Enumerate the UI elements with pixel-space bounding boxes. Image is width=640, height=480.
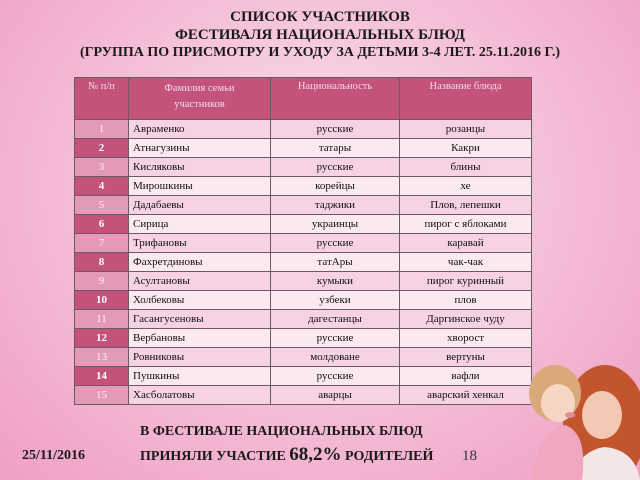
slide-date: 25/11/2016	[22, 448, 86, 463]
cell-num: 11	[75, 310, 129, 329]
cell-dish: вафли	[400, 367, 532, 386]
cell-dish: каравай	[400, 234, 532, 253]
cell-family: Дадабаевы	[129, 196, 271, 215]
cell-num: 5	[75, 196, 129, 215]
cell-num: 14	[75, 367, 129, 386]
cell-nationality: русские	[271, 367, 400, 386]
table-row	[75, 234, 532, 253]
cell-family: Хасболатовы	[129, 386, 271, 405]
cell-num: 2	[75, 139, 129, 158]
cell-nationality: русские	[271, 158, 400, 177]
cell-family: Пушкины	[129, 367, 271, 386]
cell-num: 12	[75, 329, 129, 348]
cell-family: Сирица	[129, 215, 271, 234]
mother-child-photo	[510, 355, 640, 480]
participants-table	[74, 77, 532, 405]
cell-num: 10	[75, 291, 129, 310]
cell-num: 7	[75, 234, 129, 253]
cell-dish: чак-чак	[400, 253, 532, 272]
table-row	[75, 177, 532, 196]
cell-nationality: дагестанцы	[271, 310, 400, 329]
header-family-line-2: участников	[174, 99, 225, 110]
cell-nationality: татАры	[271, 253, 400, 272]
footer-suffix: РОДИТЕЛЕЙ	[345, 449, 434, 464]
cell-family: Атнагузины	[129, 139, 271, 158]
footer-prefix: ПРИНЯЛИ УЧАСТИЕ	[140, 449, 286, 464]
cell-dish: розанцы	[400, 120, 532, 139]
cell-family: Трифановы	[129, 234, 271, 253]
cell-nationality: таджики	[271, 196, 400, 215]
cell-num: 6	[75, 215, 129, 234]
cell-dish: Плов, лепешки	[400, 196, 532, 215]
cell-num: 3	[75, 158, 129, 177]
table-row	[75, 329, 532, 348]
title-line-1: СПИСОК УЧАСТНИКОВ	[230, 9, 410, 25]
table-row	[75, 310, 532, 329]
cell-nationality: украинцы	[271, 215, 400, 234]
cell-dish: хе	[400, 177, 532, 196]
cell-family: Мирошкины	[129, 177, 271, 196]
cell-dish: Даргинское чуду	[400, 310, 532, 329]
table-row	[75, 215, 532, 234]
cell-dish: пирог с яблоками	[400, 215, 532, 234]
cell-nationality: кумыки	[271, 272, 400, 291]
cell-family: Асултановы	[129, 272, 271, 291]
table-header-row	[75, 78, 532, 120]
header-family	[129, 78, 271, 120]
table-row	[75, 196, 532, 215]
header-nationality: Национальность	[271, 78, 400, 120]
table-row	[75, 120, 532, 139]
page-number: 18	[462, 448, 477, 464]
cell-num: 4	[75, 177, 129, 196]
table-row	[75, 291, 532, 310]
cell-nationality: аварцы	[271, 386, 400, 405]
cell-family: Кисляковы	[129, 158, 271, 177]
cell-dish: пирог куринный	[400, 272, 532, 291]
participation-percent: 68,2%	[289, 444, 342, 465]
table-row	[75, 348, 532, 367]
title-line-2: ФЕСТИВАЛЯ НАЦИОНАЛЬНЫХ БЛЮД	[175, 27, 465, 43]
footer-line-1: В ФЕСТИВАЛЕ НАЦИОНАЛЬНЫХ БЛЮД	[140, 424, 423, 439]
cell-family: Гасангусеновы	[129, 310, 271, 329]
cell-dish: блины	[400, 158, 532, 177]
cell-nationality: корейцы	[271, 177, 400, 196]
cell-nationality: узбеки	[271, 291, 400, 310]
cell-family: Холбековы	[129, 291, 271, 310]
title-line-3: (ГРУППА ПО ПРИСМОТРУ И УХОДУ ЗА ДЕТЬМИ 3-4 ЛЕТ. 25.11.2016 Г.)	[79, 45, 561, 60]
table-row	[75, 386, 532, 405]
header-dish: Название блюда	[400, 78, 532, 120]
cell-dish: хворост	[400, 329, 532, 348]
header-family-line-1: Фамилия семьи	[164, 83, 235, 94]
cell-nationality: русские	[271, 120, 400, 139]
cell-dish: плов	[400, 291, 532, 310]
cell-family: Фахретдиновы	[129, 253, 271, 272]
cell-nationality: русские	[271, 234, 400, 253]
cell-dish: вертуны	[400, 348, 532, 367]
cell-num: 15	[75, 386, 129, 405]
cell-num: 13	[75, 348, 129, 367]
cell-num: 1	[75, 120, 129, 139]
table-row	[75, 139, 532, 158]
table-row	[75, 272, 532, 291]
slide-title	[0, 8, 640, 62]
cell-family: Авраменко	[129, 120, 271, 139]
header-num: № п/п	[75, 78, 129, 120]
cell-num: 9	[75, 272, 129, 291]
footer-line-2	[140, 444, 433, 466]
table-row	[75, 158, 532, 177]
cell-dish: Какри	[400, 139, 532, 158]
table-row	[75, 367, 532, 386]
cell-dish: аварский хенкал	[400, 386, 532, 405]
table-row	[75, 253, 532, 272]
cell-nationality: молдоване	[271, 348, 400, 367]
cell-nationality: татары	[271, 139, 400, 158]
cell-nationality: русские	[271, 329, 400, 348]
cell-family: Вербановы	[129, 329, 271, 348]
cell-num: 8	[75, 253, 129, 272]
cell-family: Ровниковы	[129, 348, 271, 367]
